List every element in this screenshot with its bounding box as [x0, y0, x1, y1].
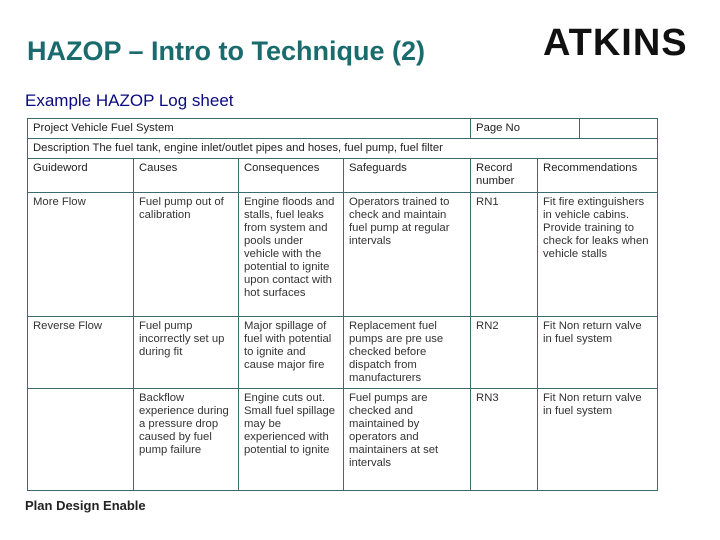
- cell-consequences: Engine cuts out. Small fuel spillage may be experienced with potential to ignite: [239, 389, 344, 491]
- cell-safeguards: Operators trained to check and maintain fuel pump at regular intervals: [344, 193, 471, 317]
- header-row: [28, 159, 658, 193]
- cell-recommendations: Fit Non return valve in fuel system: [538, 317, 658, 389]
- cell-consequences: Engine floods and stalls, fuel leaks from system and pools under vehicle with the potential to ignite upon contact with hot surfaces: [239, 193, 344, 317]
- description-row: [28, 139, 658, 159]
- cell-consequences: Major spillage of fuel with potential to ignite and cause major fire: [239, 317, 344, 389]
- table-row: [28, 317, 658, 389]
- cell-record-number: RN2: [471, 317, 538, 389]
- cell-record-number: RN3: [471, 389, 538, 491]
- header-consequences: Consequences: [239, 159, 344, 193]
- table-row: [28, 193, 658, 317]
- header-safeguards: Safeguards: [344, 159, 471, 193]
- cell-record-number: RN1: [471, 193, 538, 317]
- cell-causes: Fuel pump out of calibration: [134, 193, 239, 317]
- slide-title: HAZOP – Intro to Technique (2): [27, 36, 426, 66]
- cell-guideword: More Flow: [28, 193, 134, 317]
- table-row: [28, 389, 658, 491]
- header-guideword: Guideword: [28, 159, 134, 193]
- cell-causes: Backflow experience during a pressure drop caused by fuel pump failure: [134, 389, 239, 491]
- cell-guideword: [28, 389, 134, 491]
- hazop-log-table: [27, 118, 658, 491]
- header-record-number: Record number: [471, 159, 538, 193]
- footer-tagline: Plan Design Enable: [25, 498, 146, 513]
- page-no-label: Page No: [471, 119, 580, 138]
- cell-guideword: Reverse Flow: [28, 317, 134, 389]
- header-recommendations: Recommendations: [538, 159, 658, 193]
- cell-recommendations: Fit Non return valve in fuel system: [538, 389, 658, 491]
- subtitle: Example HAZOP Log sheet: [25, 91, 234, 110]
- header-causes: Causes: [134, 159, 239, 193]
- project-row: [28, 119, 658, 139]
- cell-safeguards: Replacement fuel pumps are pre use checked before dispatch from manufacturers: [344, 317, 471, 389]
- project-cell: Project Vehicle Fuel System: [28, 119, 471, 139]
- cell-recommendations: Fit fire extinguishers in vehicle cabins. Provide training to check for leaks when vehicle stalls: [538, 193, 658, 317]
- description-cell: Description The fuel tank, engine inlet/outlet pipes and hoses, fuel pump, fuel filter: [28, 139, 658, 159]
- cell-safeguards: Fuel pumps are checked and maintained by operators and maintainers at set intervals: [344, 389, 471, 491]
- cell-causes: Fuel pump incorrectly set up during fit: [134, 317, 239, 389]
- atkins-logo: ATKINS: [543, 22, 688, 64]
